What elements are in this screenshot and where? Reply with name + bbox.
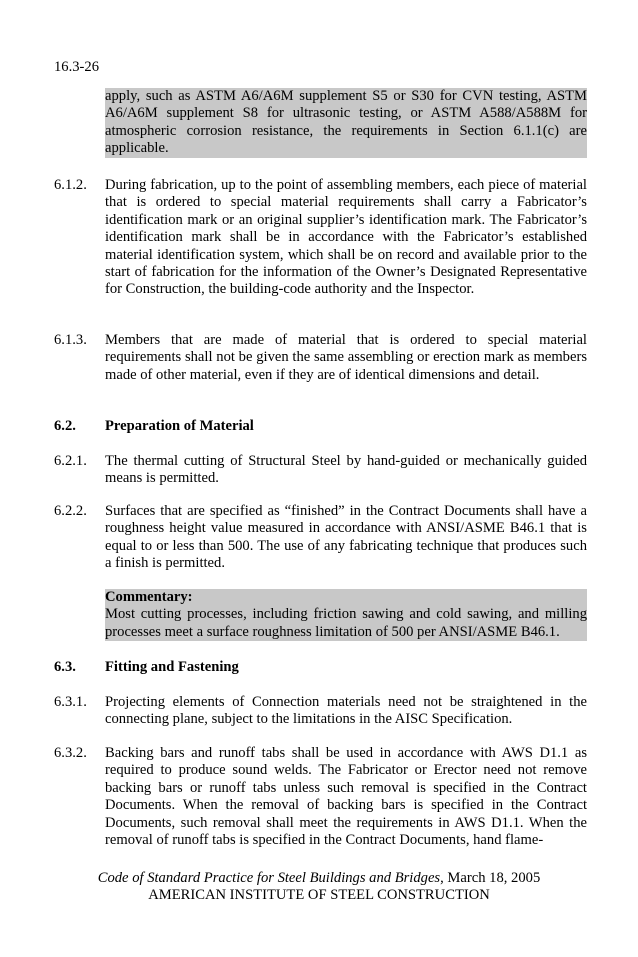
commentary-label: Commentary: xyxy=(105,589,193,605)
commentary-text: Most cutting processes, including friction sawing and cold sawing, and milling processes meet a surface roughness limitation of 500 per ANSI/ASME B46.1. xyxy=(105,606,587,640)
footer-date: , March 18, 2005 xyxy=(440,870,541,886)
section-6-3-2 xyxy=(54,745,587,849)
section-number: 6.3.2. xyxy=(54,745,87,761)
page-number: 16.3-26 xyxy=(54,59,99,75)
heading-number: 6.3. xyxy=(54,659,76,675)
heading-title: Fitting and Fastening xyxy=(105,659,239,675)
section-number: 6.1.3. xyxy=(54,332,87,348)
section-text: Members that are made of material that is ordered to special material requirements shall not be given the same assembling or erection mark as members made of other material, even if they are of identical dimensions and detail. xyxy=(105,332,587,383)
footer-doc-title: Code of Standard Practice for Steel Buildings and Bridges xyxy=(97,870,441,886)
section-6-2-2 xyxy=(54,503,587,573)
heading-title: Preparation of Material xyxy=(105,418,254,434)
section-number: 6.1.2. xyxy=(54,177,87,193)
shaded-continuation-text: apply, such as ASTM A6/A6M supplement S5 or S30 for CVN testing, ASTM A6/A6M supplement S8 for ultrasonic testing, or ASTM A588/A588M for atmospheric corrosion resistance, the requirements in Section 6.1.1(c) are applicable. xyxy=(105,88,587,157)
section-text: Projecting elements of Connection materials need not be straightened in the connecting plane, subject to the limitations in the AISC Specification. xyxy=(105,694,587,728)
commentary-box xyxy=(105,589,587,641)
section-text: Surfaces that are specified as “finished” in the Contract Documents shall have a roughness height value measured in accordance with ANSI/ASME B46.1 that is equal to or less than 500. The use of any fabricating technique that produces such a finish is permitted. xyxy=(105,503,587,572)
section-text: Backing bars and runoff tabs shall be used in accordance with AWS D1.1 as required to produce sound welds. The Fabricator or Erector need not remove backing bars or runoff tabs unless such removal is specified in the Contract Documents. When the removal of backing bars is specified in the Contract Documents, such removal shall meet the requirements in AWS D1.1. When the removal of runoff tabs is specified in the Contract Documents, hand flame- xyxy=(105,745,587,849)
section-text: During fabrication, up to the point of assembling members, each piece of material that is ordered to special material requirements shall carry a Fabricator’s identification mark or an original supplier’s identification mark. The Fabricator’s identification mark shall be in accordance with the Fabricator’s established material identification system, which shall be on record and available prior to the start of fabrication for the information of the Owner’s Designated Representative for Construction, the building-code authority and the Inspector. xyxy=(105,177,587,298)
section-6-2-1 xyxy=(54,453,587,488)
section-6-3-1 xyxy=(54,694,587,729)
section-number: 6.2.1. xyxy=(54,453,87,469)
section-number: 6.2.2. xyxy=(54,503,87,519)
section-6-1-3 xyxy=(54,332,587,384)
heading-number: 6.2. xyxy=(54,418,76,434)
footer-organization: AMERICAN INSTITUTE OF STEEL CONSTRUCTION xyxy=(148,887,490,903)
section-6-1-2 xyxy=(54,177,587,299)
footer-citation xyxy=(0,870,638,887)
section-number: 6.3.1. xyxy=(54,694,87,710)
section-text: The thermal cutting of Structural Steel by hand-guided or mechanically guided means is permitted. xyxy=(105,453,587,487)
